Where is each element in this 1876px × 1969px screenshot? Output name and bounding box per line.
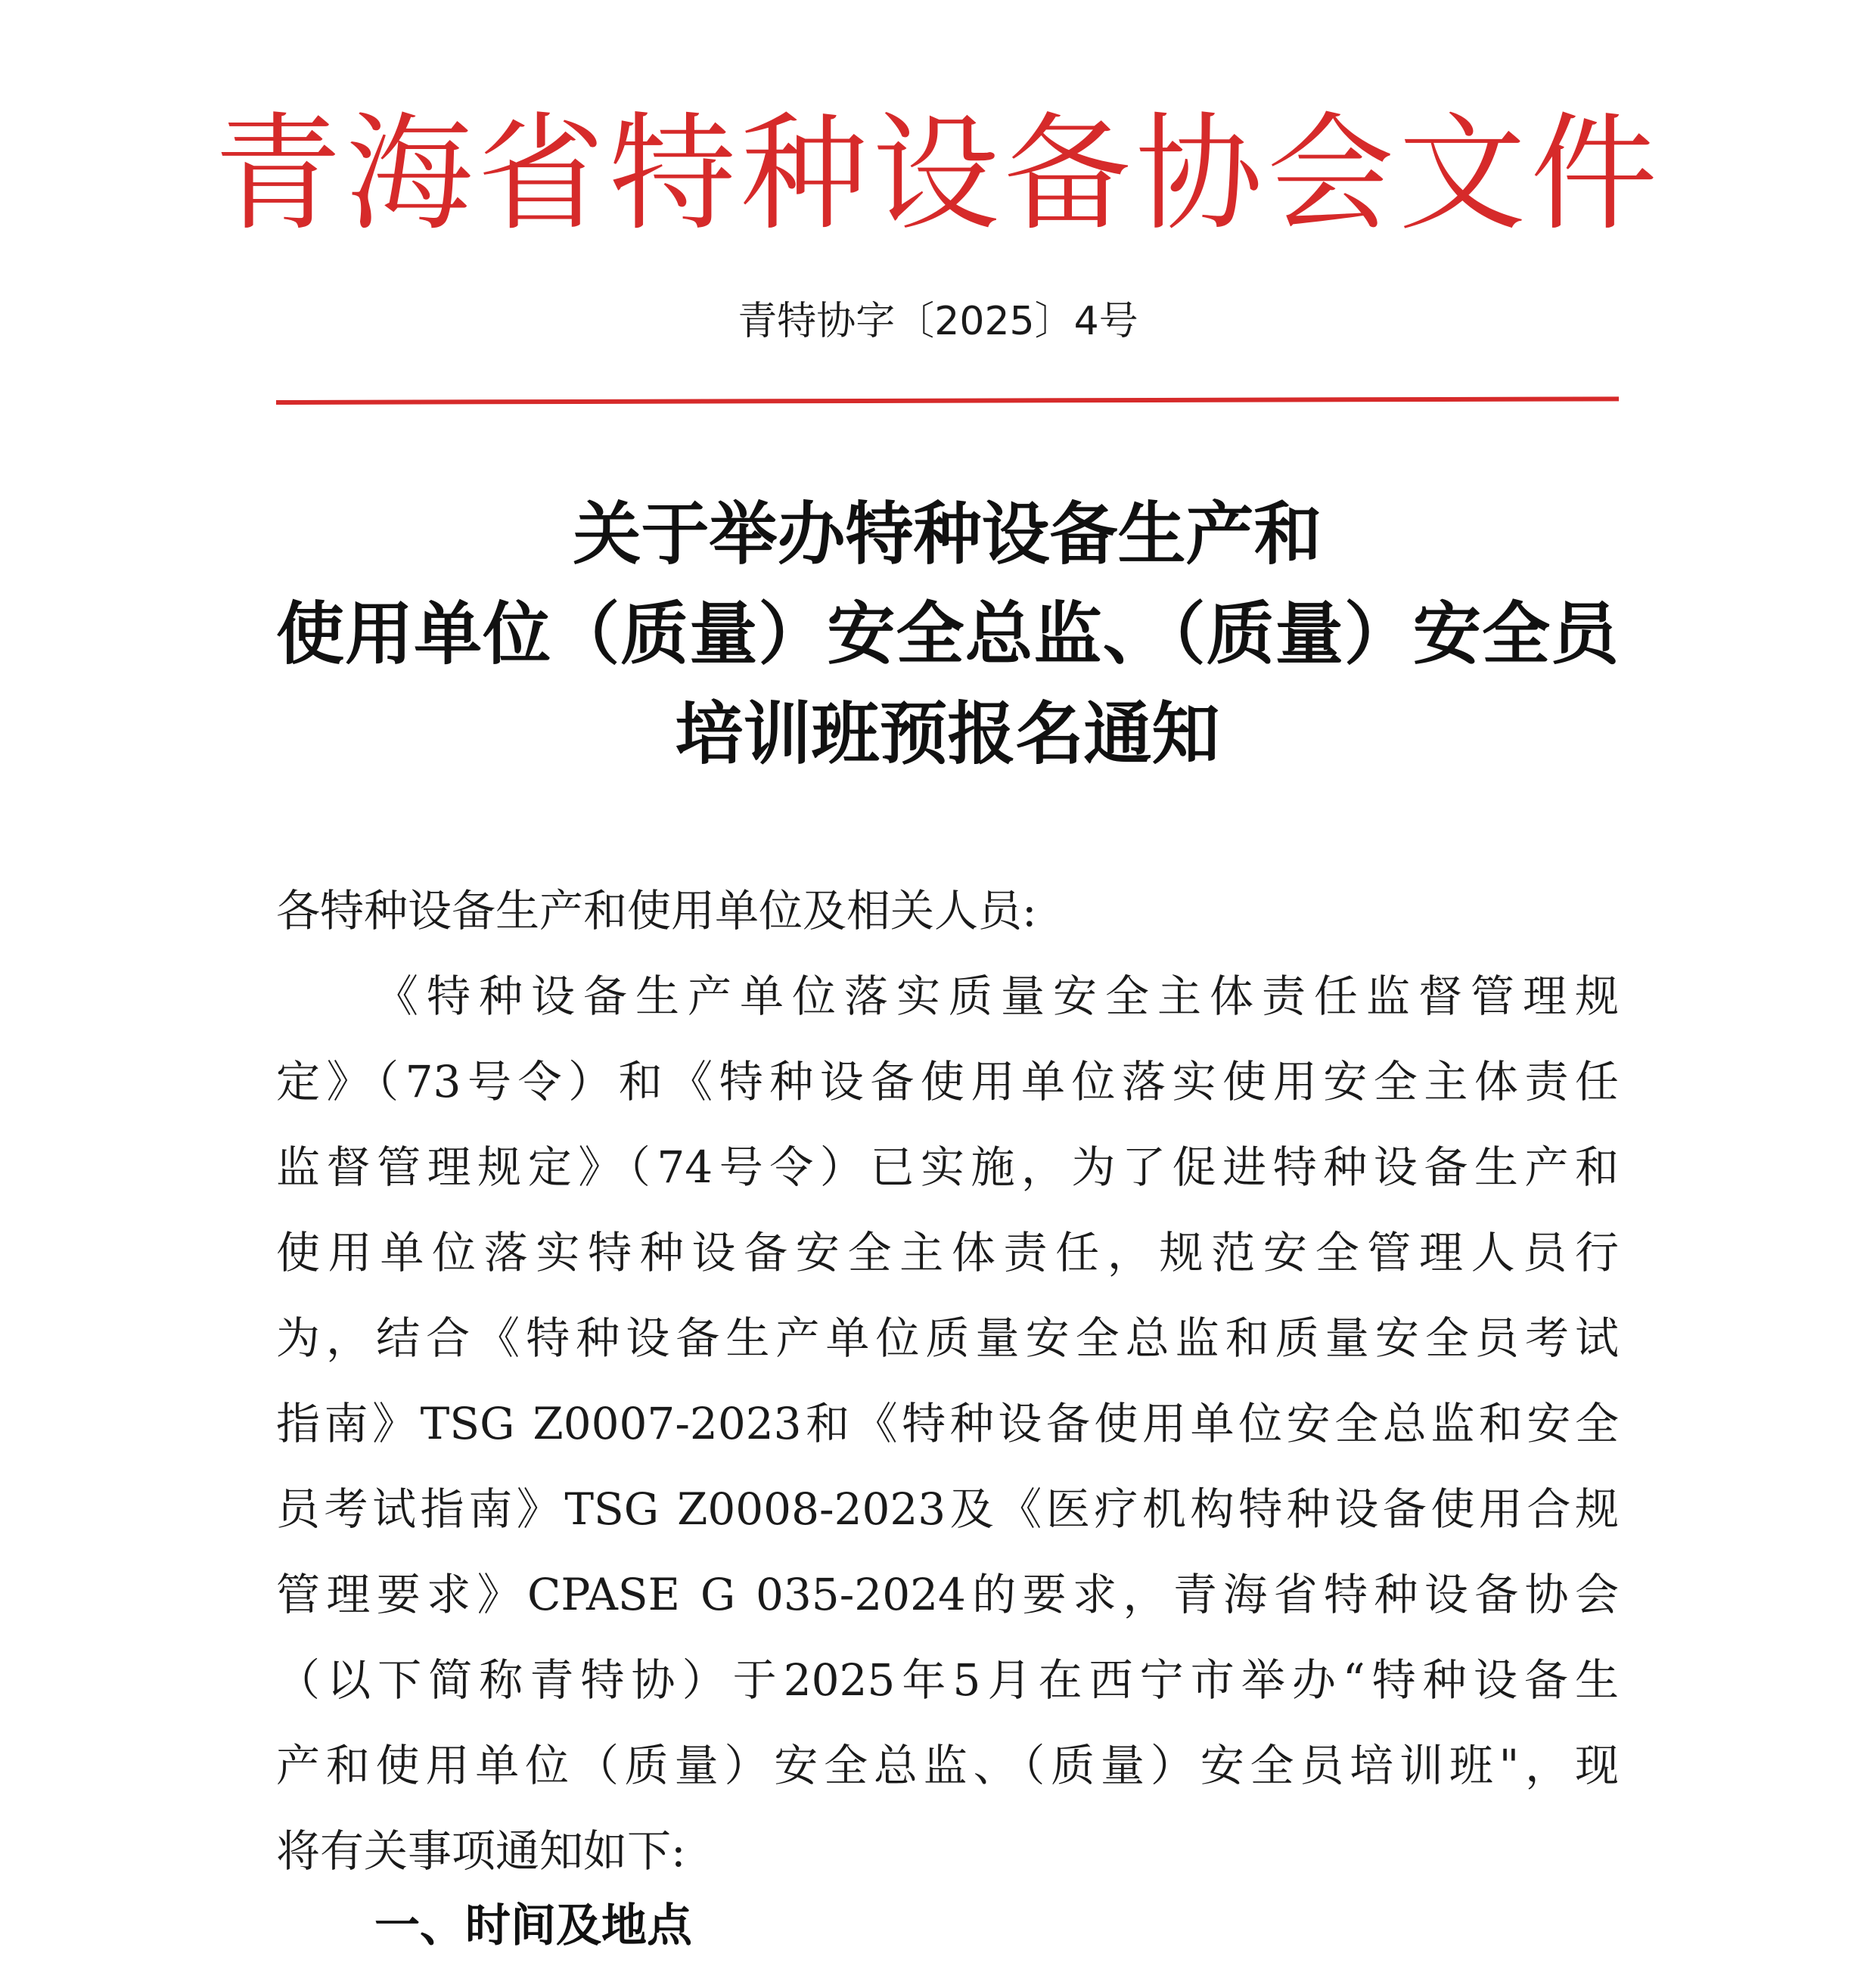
salutation: 各特种设备生产和使用单位及相关人员: [276,885,1037,936]
paragraph-line: 产和使用单位（质量）安全总监、（质量）安全员培训班"，现 [276,1740,1619,1791]
org-header-title: 青海省特种设备协会文件 [214,100,1662,248]
notice-title-line-2: 使用单位（质量）安全总监、（质量）安全员 [276,594,1619,674]
paragraph-line: 定》（73号令）和《特种设备使用单位落实使用安全主体责任 [276,1056,1619,1107]
paragraph-line: 《特种设备生产单位落实质量安全主体责任监督管理规 [374,971,1619,1022]
document-number: 青特协字〔2025〕4号 [738,299,1138,344]
section-heading-time-location: 一、时间及地点 [374,1899,692,1952]
red-divider-line [276,396,1619,405]
paragraph-line: 监督管理规定》（74号令）已实施，为了促进特种设备生产和 [276,1141,1619,1193]
paragraph-line: （以下简称青特协）于2025年5月在西宁市举办“特种设备生 [276,1654,1619,1706]
paragraph-line: 指南》TSG Z0007-2023和《特种设备使用单位安全总监和安全 [276,1398,1619,1449]
notice-title [276,484,1619,784]
paragraph-line: 为，结合《特种设备生产单位质量安全总监和质量安全员考试 [276,1312,1619,1364]
paragraph-line: 管理要求》CPASE G 035-2024的要求，青海省特种设备协会 [276,1569,1619,1620]
notice-title-line-1: 关于举办特种设备生产和 [573,494,1322,574]
paragraph-line: 使用单位落实特种设备安全主体责任，规范安全管理人员行 [276,1227,1619,1278]
paragraph-line: 员考试指南》TSG Z0008-2023及《医疗机构特种设备使用合规 [276,1483,1619,1535]
notice-body [276,868,1619,1894]
notice-title-line-3: 培训班预报名通知 [675,694,1220,774]
paragraph-line-last: 将有关事项通知如下: [276,1825,686,1877]
